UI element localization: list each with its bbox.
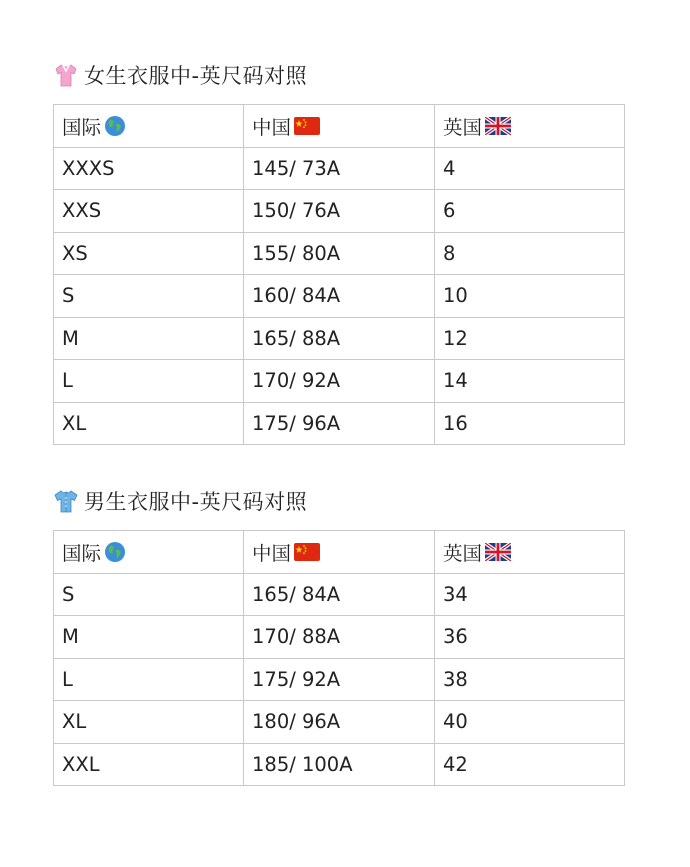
table-row	[54, 658, 625, 701]
international-size-cell: XL	[54, 701, 244, 744]
china-flag-icon	[294, 117, 320, 135]
table-row	[54, 701, 625, 744]
men-section-title	[53, 484, 624, 518]
uk-size-cell: 8	[435, 232, 625, 275]
china-size-cell: 185/ 100A	[244, 743, 435, 786]
table-row	[54, 743, 625, 786]
table-row	[54, 232, 625, 275]
table-row	[54, 275, 625, 318]
china-flag-icon	[294, 543, 320, 561]
table-row	[54, 147, 625, 190]
international-size-cell: XXL	[54, 743, 244, 786]
pink-blouse-icon	[53, 62, 79, 88]
table-row	[54, 573, 625, 616]
uk-size-cell: 4	[435, 147, 625, 190]
uk-size-cell: 12	[435, 317, 625, 360]
uk-size-cell: 34	[435, 573, 625, 616]
women-section-title	[53, 58, 624, 92]
china-size-cell: 155/ 80A	[244, 232, 435, 275]
header-uk: 英国	[435, 531, 625, 574]
international-size-cell: XS	[54, 232, 244, 275]
uk-flag-icon	[485, 543, 511, 561]
uk-flag-icon	[485, 117, 511, 135]
header-china: 中国	[244, 531, 435, 574]
uk-size-cell: 40	[435, 701, 625, 744]
uk-size-cell: 16	[435, 402, 625, 445]
globe-icon	[104, 541, 126, 563]
header-china: 中国	[244, 105, 435, 148]
table-header-row	[54, 105, 625, 148]
china-size-cell: 160/ 84A	[244, 275, 435, 318]
china-size-cell: 175/ 96A	[244, 402, 435, 445]
international-size-cell: L	[54, 360, 244, 403]
table-row	[54, 402, 625, 445]
blue-shirt-icon	[53, 488, 79, 514]
globe-icon	[104, 115, 126, 137]
china-size-cell: 180/ 96A	[244, 701, 435, 744]
header-international: 国际	[54, 531, 244, 574]
international-size-cell: XXS	[54, 190, 244, 233]
china-size-cell: 145/ 73A	[244, 147, 435, 190]
table-header-row	[54, 531, 625, 574]
international-size-cell: M	[54, 616, 244, 659]
china-size-cell: 165/ 88A	[244, 317, 435, 360]
international-size-cell: L	[54, 658, 244, 701]
china-size-cell: 175/ 92A	[244, 658, 435, 701]
international-size-cell: XXXS	[54, 147, 244, 190]
china-size-cell: 165/ 84A	[244, 573, 435, 616]
men-size-table	[53, 530, 625, 786]
china-size-cell: 170/ 92A	[244, 360, 435, 403]
uk-size-cell: 10	[435, 275, 625, 318]
women-size-table	[53, 104, 625, 445]
header-international: 国际	[54, 105, 244, 148]
table-row	[54, 317, 625, 360]
uk-size-cell: 36	[435, 616, 625, 659]
international-size-cell: S	[54, 275, 244, 318]
men-size-section	[53, 484, 624, 786]
women-size-section	[53, 58, 624, 445]
uk-size-cell: 42	[435, 743, 625, 786]
table-row	[54, 190, 625, 233]
uk-size-cell: 38	[435, 658, 625, 701]
uk-size-cell: 6	[435, 190, 625, 233]
international-size-cell: XL	[54, 402, 244, 445]
international-size-cell: M	[54, 317, 244, 360]
table-row	[54, 616, 625, 659]
china-size-cell: 170/ 88A	[244, 616, 435, 659]
china-size-cell: 150/ 76A	[244, 190, 435, 233]
uk-size-cell: 14	[435, 360, 625, 403]
international-size-cell: S	[54, 573, 244, 616]
header-uk: 英国	[435, 105, 625, 148]
table-row	[54, 360, 625, 403]
men-title-text: 男生衣服中-英尺码对照	[84, 490, 308, 514]
women-title-text: 女生衣服中-英尺码对照	[84, 64, 308, 88]
